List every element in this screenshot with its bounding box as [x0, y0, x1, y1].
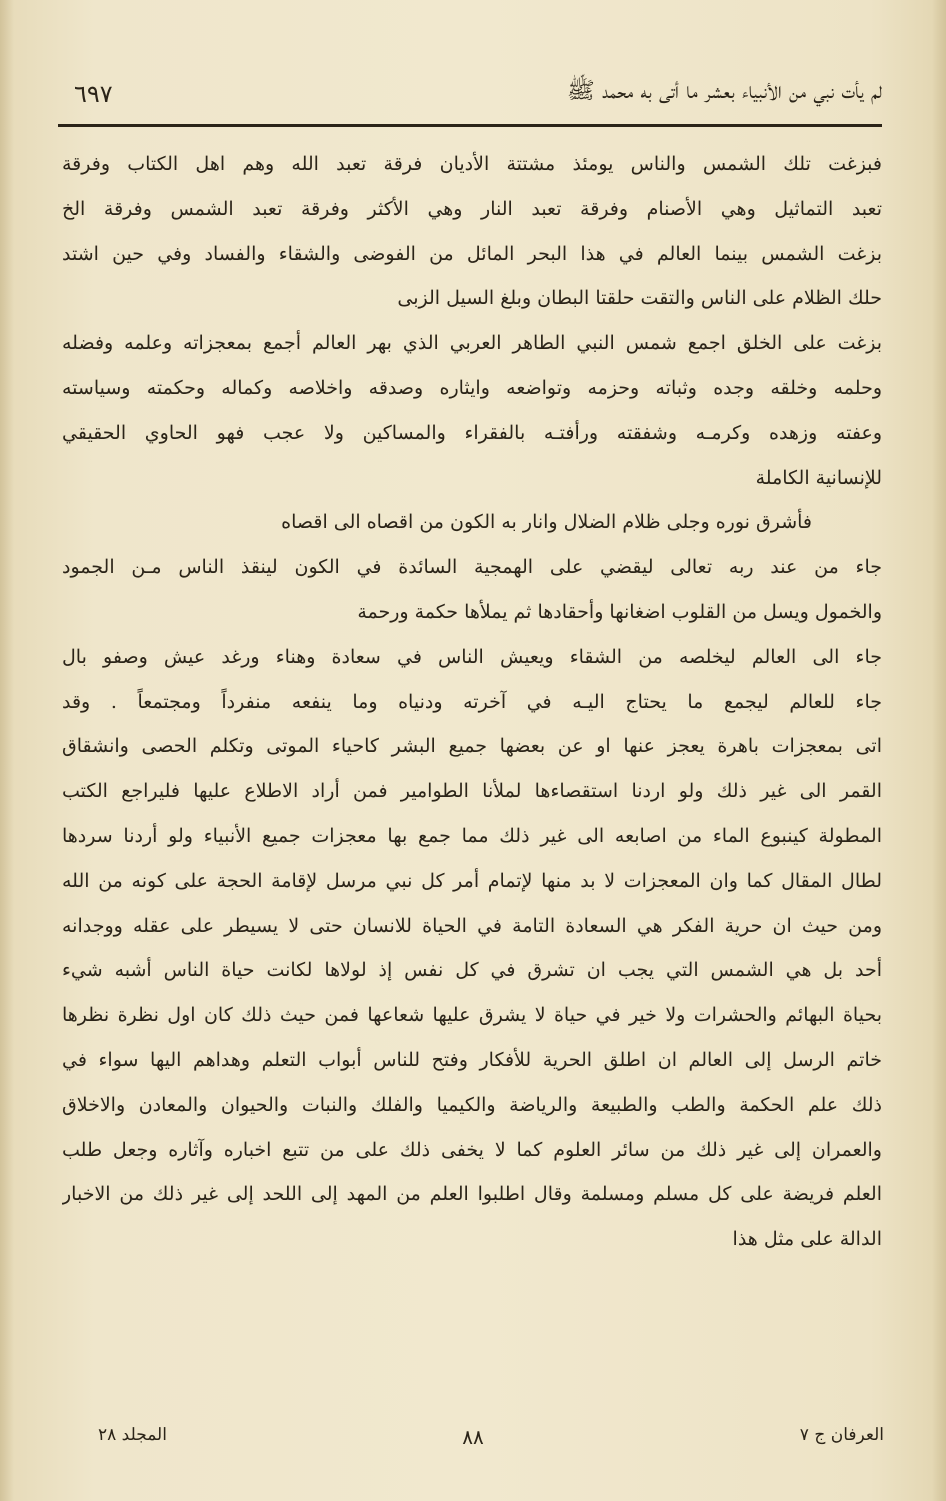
text-line: وعفته وزهده وكرمـه وشفقته ورأفتـه بالفقراء والمساكين ولا عجب فهو الحاوي الحقيقي: [62, 421, 882, 444]
text-line: بزغت على الخلق اجمع شمس النبي الطاهر العربي الذي بهر العالم أجمع بمعجزاته وعلمه وفضله: [62, 332, 882, 355]
text-line: القمر الى غير ذلك ولو اردنا استقصاءها لملأنا الطوامير فمن أراد الاطلاع عليها فليراجع الكتب: [62, 780, 882, 803]
text-line: جاء للعالم ليجمع ما يحتاج اليـه في آخرته ودنياه وما ينفعه منفرداً ومجتمعاً . وقد: [62, 690, 882, 713]
text-line: العلم فريضة على كل مسلم ومسلمة وقال اطلبوا العلم من المهد إلى اللحد إلى غير ذلك من الاخبار: [62, 1183, 882, 1206]
text-line: فأشرق نوره وجلى ظلام الضلال وانار به الكون من اقصاه الى اقصاه: [281, 511, 812, 534]
text-line: جاء الى العالم ليخلصه من الشقاء ويعيش الناس في سعادة وهناء ورغد عيش وصفو بال: [62, 645, 882, 668]
text-line: لطال المقال كما وان المعجزات لا بد منها لإتمام أمر كل نبي مرسل لإقامة الحجة على كونه من الله: [62, 869, 882, 892]
text-line: للإنسانية الكاملة: [755, 466, 882, 489]
text-line: المطولة كينبوع الماء من اصابعه الى غير ذلك مما جمع بها معجزات جميع الأنبياء ولو أردنا سردها: [62, 824, 882, 847]
text-line: بزغت الشمس بينما العالم في هذا البحر المائل من الفوضى والشقاء والفساد وفي حين اشتد: [62, 242, 882, 265]
text-line: بحياة البهائم والحشرات ولا خير في حياة لا يشرق عليها شعاعها فمن حيث ذلك كان اول نظرة نظرها: [62, 1004, 882, 1027]
text-line: والخمول ويسل من القلوب اضغانها وأحقادها ثم يملأها حكمة ورحمة: [357, 600, 882, 623]
text-line: ذلك علم الحكمة والطب والطبيعة والرياضة والكيميا والفلك والنبات والحيوان والمعادن والاخلاق: [62, 1093, 882, 1116]
header-rule: [58, 124, 882, 127]
text-line: وحلمه وخلقه وجده وثباته وحزمه وتواضعه وايثاره وصدقه واخلاصه وكماله وحكمته وسياسته: [62, 376, 882, 399]
text-line: الدالة على مثل هذا: [732, 1228, 882, 1251]
text-line: جاء من عند ربه تعالى ليقضي على الهمجية السائدة في الكون لينقذ الناس مـن الجمود: [62, 556, 882, 579]
text-line: تعبد التماثيل وهي الأصنام وفرقة تعبد النار وهي الأكثر وفرقة تعبد الشمس وفرقة الخ: [62, 197, 882, 220]
folio-number: ٨٨: [462, 1425, 484, 1449]
article-body: [62, 142, 882, 1262]
page-edge-shadow-right: [932, 0, 946, 1501]
text-line: ومن حيث ان حرية الفكر هي السعادة التامة في الحياة للانسان حتى لا يسيطر على عقله ووجدانه: [62, 914, 882, 937]
text-line: أحد بل هي الشمس التي يجب ان تشرق في كل نفس إذ لولاها لكانت حياة الناس أشبه شيء: [62, 959, 882, 982]
page-footer: [62, 1425, 884, 1461]
volume-number: المجلد ٢٨: [98, 1425, 167, 1445]
text-line: والعمران إلى غير ذلك من سائر العلوم كما لا يخفى ذلك على من تتبع اخباره وآثاره وجعل طلب: [62, 1138, 882, 1161]
journal-name: العرفان ج ٧: [799, 1425, 884, 1445]
page-edge-shadow-left: [0, 0, 14, 1501]
page-number: ٦٩٧: [74, 80, 113, 108]
text-line: فبزغت تلك الشمس والناس يومئذ مشتتة الأديان فرقة تعبد الله وهم اهل الكتاب وفرقة: [62, 153, 882, 175]
text-line: اتى بمعجزات باهرة يعجز عنها او عن بعضها جميع البشر كاحياء الموتى وتكلم الحصى وانشقاق: [62, 735, 882, 758]
text-line: حلك الظلام على الناس والتقت حلقتا البطان وبلغ السيل الزبى: [397, 287, 882, 310]
text-line: خاتم الرسل إلى العالم ان اطلق الحرية للأفكار وفتح للناس أبواب التعلم وهداهم اليها سواء في: [62, 1048, 882, 1071]
running-title: لم يأت نبي من الأنبياء بعشر ما أتى به محمد ﷺ: [567, 78, 882, 104]
running-header: [62, 72, 882, 120]
